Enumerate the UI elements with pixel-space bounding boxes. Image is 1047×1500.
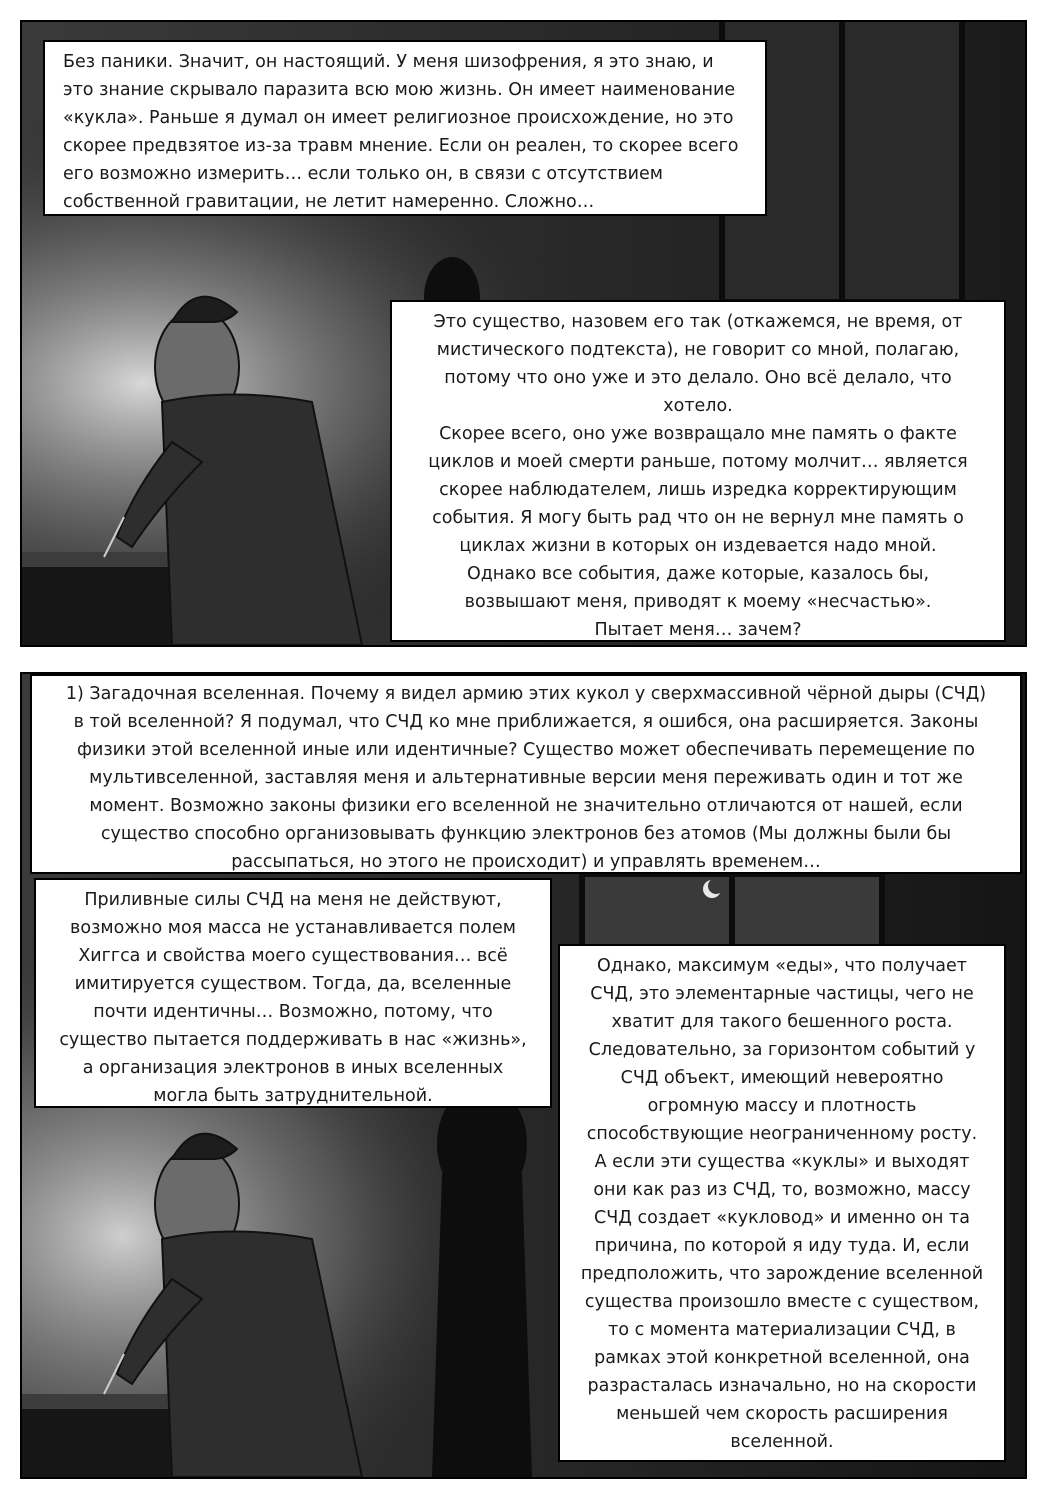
doll-silhouette bbox=[432, 1084, 532, 1477]
comic-panel-1 bbox=[20, 20, 1027, 647]
caption-box: Однако, максимум «еды», что получает СЧД, это элементарные частицы, чего не хватит для такого бешенного роста. Следовательно, за горизонтом событий у СЧД объект, имеющий невероятно огромную массу и плотность способствующие неограниченному росту. А если эти существа «куклы» и выходят они как раз из СЧД, то, возможно, массу СЧД создает «кукловод» и именно он та причина, по которой я иду туда. И, если предположить, что зарождение вселенной существа произошло вместе с существом, то с момента материализации СЧД, в рамках этой конкретной вселенной, она разрасталась изначально, но на скорости меньшей чем скорость расширения вселенной. bbox=[558, 944, 1006, 1462]
caption-box: Приливные силы СЧД на меня не действуют, возможно моя масса не устанавливается полем Хиггса и свойства моего существования… всё имитируется существом. Тогда, да, вселенные почти идентичны… Возможно, потому, что существо пытается поддерживать в нас «жизнь», а организация электронов в иных вселенных могла быть затруднительной. bbox=[34, 878, 552, 1108]
caption-box: Без паники. Значит, он настоящий. У меня шизофрения, я это знаю, и это знание скрывало паразита всю мою жизнь. Он имеет наименование «кукла». Раньше я думал он имеет религиозное происхождение, но это скорее предвзятое из-за травм мнение. Если он реален, то скорее всего его возможно измерить… если только он, в связи с отсутствием собственной гравитации, не летит намеренно. Сложно… bbox=[43, 40, 767, 216]
caption-box: 1) Загадочная вселенная. Почему я видел армию этих кукол у сверхмассивной чёрной дыры (СЧД) в той вселенной? Я подумал, что СЧД ко мне приближается, я ошибся, она расширяется. Законы физики этой вселенной иные или идентичные? Существо может обеспечивать перемещение по мультивселенной, заставляя меня и альтернативные версии меня переживать один и тот же момент. Возможно законы физики его вселенной не значительно отличаются от нашей, если существо способно организовывать функцию электронов без атомов (Мы должны были бы рассыпаться, но этого не происходит) и управлять временем… bbox=[30, 674, 1022, 874]
comic-panel-2 bbox=[20, 672, 1027, 1479]
caption-box: Это существо, назовем его так (откажемся, не время, от мистического подтекста), не говорит со мной, полагаю, потому что оно уже и это делало. Оно всё делало, что хотело. Скорее всего, оно уже возвращало мне память о факте циклов и моей смерти раньше, потому молчит… является скорее наблюдателем, лишь изредка корректирующим события. Я могу быть рад что он не вернул мне память о циклах жизни в которых он издевается надо мной. Однако все события, даже которые, казалось бы, возвышают меня, приводят к моему «несчастью». Пытает меня… зачем? bbox=[390, 300, 1006, 642]
